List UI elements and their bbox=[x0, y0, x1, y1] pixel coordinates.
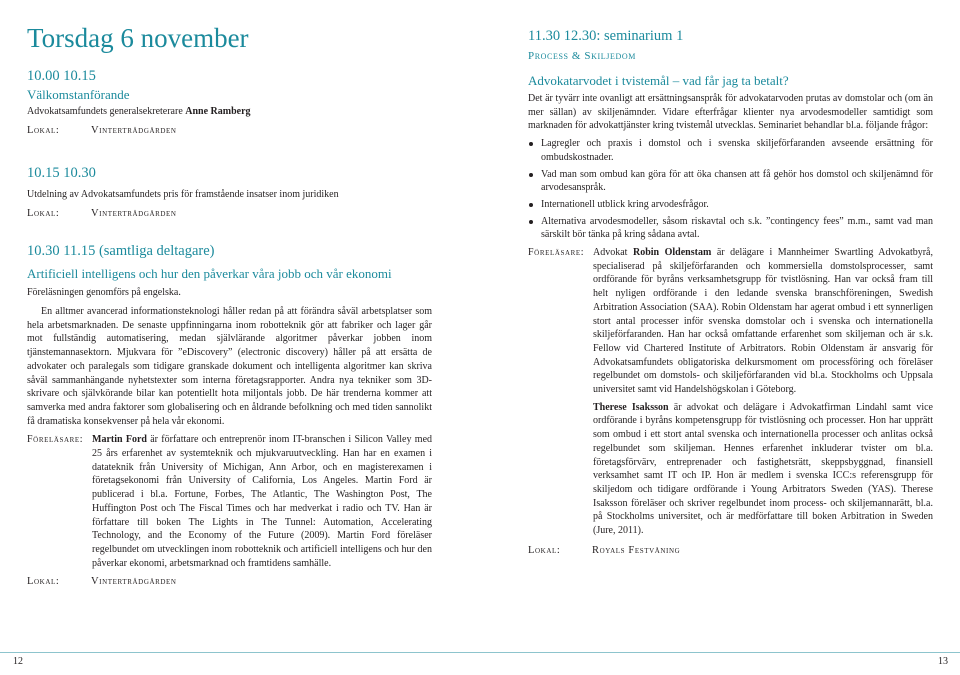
speaker-name: Anne Ramberg bbox=[185, 106, 251, 117]
lokal-label: Lokal: bbox=[528, 544, 561, 556]
page-number-left: 12 bbox=[13, 656, 23, 667]
bullet-icon bbox=[529, 142, 533, 146]
session-title: Välkomstanförande bbox=[27, 87, 130, 102]
list-item: Internationell utblick kring arvodesfrågor. bbox=[528, 198, 933, 212]
session-line: Advokatsamfundets generalsekreterare Anne Ramberg bbox=[27, 106, 251, 117]
session-description: Det är tyvärr inte ovanligt att ersättningsanspråk för advokatarvoden prutas av domstolar och (om än mer sällan) av skiljenämnder. Vidare efterfrågar klienter nya arvodesmodeller samtidigt som marknaden för advokattjänster kring tvistemål utvecklas. Seminariet behandlar bl.a. följande frågor: bbox=[528, 93, 933, 132]
lokal-value: Royals Festvåning bbox=[592, 544, 681, 556]
day-title: Torsdag 6 november bbox=[27, 23, 249, 53]
session-title: Artificiell intelligens och hur den påverkar våra jobb och vår ekonomi bbox=[27, 266, 392, 281]
language-note: Föreläsningen genomförs på engelska. bbox=[27, 287, 181, 298]
footer-divider bbox=[0, 652, 960, 653]
lokal-value: Vinterträdgården bbox=[91, 576, 177, 588]
speaker-name: Martin Ford bbox=[92, 434, 147, 446]
speaker-bio: Advokat Robin Oldenstam är delägare i Mannheimer Swartling Advokatbyrå, specialiserad på skiljeförfaranden och kommersiella domstolsprocesser, samt ordförande för byråns verksamhetsgrupp för tvistlösning. Han var också fram till helt nyligen ordförande i den ledande svenska branschföreningen, Swedish Arbitration Association (SAA). Robin Oldenstam har agerat ombud i ett synnerligen stort antal processer inför svenska domstolar och i svenska och internationella skiljeförfaranden. Han har också omfattande erfarenhet som skiljeman och är s.k. Fellow vid Chartered Institute of Arbitrators. Robin Oldenstam är ansvarig för Advokatsamfundets obligatoriska delkursmoment om processföring och föreläser regelbundet om domstols- och skiljeförfaranden vid bl.a. Stockholms och Uppsala universitet samt vid Handelshögskolan i Göteborg. bbox=[593, 247, 933, 396]
lokal-label: Lokal: bbox=[27, 208, 60, 219]
speaker-bio: Martin Ford är författare och entreprenör inom IT-branschen i Silicon Valley med 25 års erfarenhet av systemteknik och mjukvaruutveckling. Han har en examen i datateknik från University of Michigan, Ann Arbor, och en magisterexamen i företagsekonomi från University of California, Los Angeles. Martin Ford är publicerad i bl.a. Fortune, Forbes, The Atlantic, The Washington Post, The Huffington Post och The Fiscal Times och har medverkat i radio och TV. Han är författare till boken The Lights in The Tunnel: Automation, Accelerating Technology, and the Economy of the Future (2009). Martin Ford föreläser regelbundet om utvecklingen inom robotteknik och artificiell intelligens och hur den påverkar ekonomi, arbetsmarknad och framtidens samhälle. bbox=[92, 434, 433, 569]
session-time: 10.00 10.15 bbox=[27, 68, 96, 84]
session-ai bbox=[27, 242, 433, 588]
speaker-block bbox=[528, 246, 933, 538]
speaker-label: Föreläsare: bbox=[528, 247, 585, 259]
lokal-label: Lokal: bbox=[27, 576, 60, 588]
lokal-value: Vinterträdgården bbox=[91, 125, 177, 136]
session-welcome bbox=[27, 67, 432, 136]
speaker-name: Robin Oldenstam bbox=[632, 247, 712, 259]
session-time: 10.30 11.15 (samtliga deltagare) bbox=[27, 243, 215, 259]
bullet-icon bbox=[529, 203, 533, 207]
topic-list bbox=[528, 137, 933, 242]
seminar-1 bbox=[528, 27, 933, 556]
bullet-icon bbox=[529, 220, 533, 224]
speaker-block bbox=[27, 433, 432, 570]
lokal-value: Vinterträdgården bbox=[91, 208, 177, 219]
speaker-label: Föreläsare: bbox=[27, 434, 84, 446]
session-title: Advokatarvodet i tvistemål – vad får jag ta betalt? bbox=[528, 73, 789, 88]
list-item: Lagregler och praxis i domstol och i svenska skiljeförfaranden avseende ersättning för ombudskostnader. bbox=[528, 137, 933, 164]
list-item: Vad man som ombud kan göra för att öka chansen att få gehör hos domstol och skiljenämnd för arvodesanspråk. bbox=[528, 168, 933, 195]
page-number-right: 13 bbox=[938, 656, 948, 667]
session-time: 10.15 10.30 bbox=[27, 165, 96, 181]
session-award bbox=[27, 164, 432, 219]
speaker-bio: Therese Isaksson är advokat och delägare i Advokatfirman Lindahl samt vice ordförande i byråns kompetensgrupp för tvistlösning och processer. Hon har upprätt som ombud i ett stort antal svenska och internationella processer och anlitas också regelbundet som skiljeman. Hennes erfarenhet inkluderar tvister om bl.a. företagsförvärv, entreprenader och fastighetsrätt, skeppsbyggnad, finansiell verksamhet samt IT och IP. Hon är medlem i svenska ICC:s referensgrupp för skiljedom och tidigare ordförande i Young Arbitrators Sweden (YAS). Therese Isaksson föreläser och skriver regelbundet inom process- och skiljemannarätt, bl.a. på Stockholms universitet, och är medförfattare till boken Arbitration in Sweden (Jure, 2011). bbox=[593, 401, 933, 537]
speaker-name: Therese Isaksson bbox=[593, 401, 669, 413]
session-description: En alltmer avancerad informationsteknologi håller redan på att förändra såväl arbetsplatser som hela arbetsmarknaden. De senaste uppfinningarna inom robotteknik gör att fabriker och lager går mot fullständig automatisering, medan självlärande algoritmer påverkar jobben inom tjänstemannasektorn. Mjukvara för ”eDiscovery” (electronic discovery) håller på att ersätta de advokater och paralegals som tidigare granskade dokument och intelligenta algoritmer kan skriva såväl sammanhängande nyhetstexter som interna företagsrapporter. Andra nya tekniker som 3D-skrivare och självkörande bilar kan potentiellt hota miljontals jobb. De här trenderna kommer att samverka med andra faktorer som globalisering och en åldrande befolkning och med tiden sannolikt få dramatiska konsekvenser på hela vår ekonomi. bbox=[27, 306, 432, 427]
bullet-icon bbox=[529, 173, 533, 177]
session-time: 11.30 12.30: seminarium 1 bbox=[528, 28, 684, 44]
lokal-label: Lokal: bbox=[27, 125, 60, 136]
session-line: Utdelning av Advokatsamfundets pris för framstående insatser inom juridiken bbox=[27, 189, 339, 200]
organizer: Process & Skiljedom bbox=[528, 50, 636, 62]
list-item: Alternativa arvodesmodeller, såsom riskavtal och s.k. ”contingency fees” m.m., samt vad man särskilt bör tänka på kring sådana avtal. bbox=[528, 215, 933, 242]
